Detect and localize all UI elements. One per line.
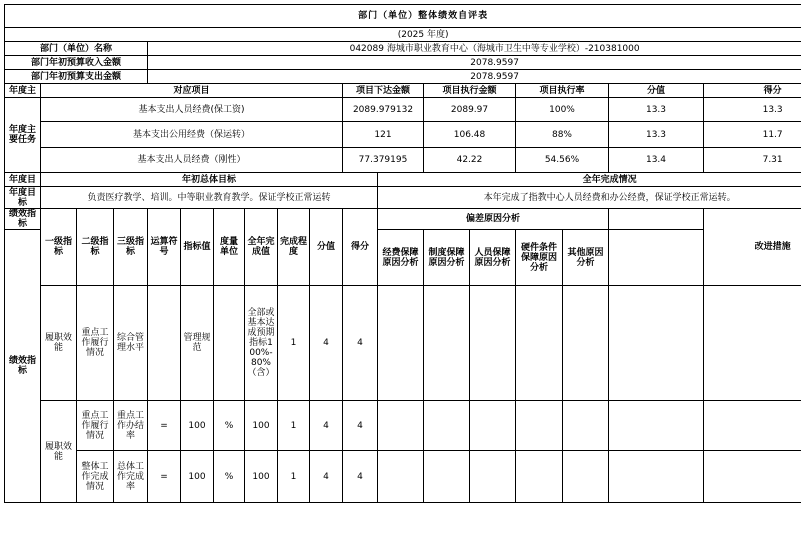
perf-row-degree: 1 [278,401,310,451]
perf-header-score: 得分 [343,209,378,286]
perf-row-weight: 4 [310,451,343,503]
perf-row-dev-hardware [516,401,563,451]
task-row-executed: 42.22 [424,148,516,173]
perf-row-value: 100 [181,451,214,503]
perf-row-actual: 100 [245,401,278,451]
goals-side-label-top: 年度目 [5,173,41,187]
perf-row-dev-staff [470,286,516,401]
task-row-weight: 13.3 [609,98,704,122]
perf-row-weight: 4 [310,401,343,451]
perf-row-level1: 履职效能 [41,286,77,401]
deviation-col-hardware: 硬件条件保障原因分析 [516,230,563,286]
perf-row-unit [214,286,245,401]
perf-row-improve [704,401,802,451]
perf-header-level1: 一级指标 [41,209,77,286]
tasks-header-project: 对应项目 [41,84,343,98]
perf-row-unit: % [214,401,245,451]
fiscal-year: (2025 年度) [5,28,802,42]
perf-header-level3: 三级指标 [114,209,148,286]
perf-row-dev-funding [378,451,424,503]
task-row-executed: 106.48 [424,122,516,148]
perf-row-value: 100 [181,401,214,451]
perf-row-level1: 履职效能 [41,401,77,503]
tasks-header-weight: 分值 [609,84,704,98]
perf-row-weight: 4 [310,286,343,401]
perf-row-dev-system [424,286,470,401]
task-row-executed: 2089.97 [424,98,516,122]
task-row-weight: 13.4 [609,148,704,173]
dept-name-value: 042089 海城市职业教育中心（海城市卫生中等专业学校）-210381000 [148,42,802,56]
evaluation-sheet [4,4,801,529]
task-row-rate: 100% [516,98,609,122]
expense-label: 部门年初预算支出金额 [5,70,148,84]
perf-row-dev-funding [378,401,424,451]
perf-row-dev-staff [470,451,516,503]
perf-row-dev-hardware [516,286,563,401]
perf-row-score: 4 [343,451,378,503]
perf-row-unit: % [214,451,245,503]
perf-header-level2: 二级指标 [77,209,114,286]
goals-initial-text: 负责医疗教学、培训。中等职业教育教学。保证学校正常运转 [41,187,378,209]
tasks-header-issued: 项目下达金额 [343,84,424,98]
perf-row-dev-other [563,401,609,451]
tasks-side-label-top: 年度主 [5,84,41,98]
goals-side-label: 年度目标 [5,187,41,209]
income-value: 2078.9597 [148,56,802,70]
perf-row-operator: = [148,451,181,503]
deviation-col-system: 制度保障原因分析 [424,230,470,286]
tasks-header-executed: 项目执行金额 [424,84,516,98]
perf-row-level2: 重点工作履行情况 [77,401,114,451]
tasks-header-rate: 项目执行率 [516,84,609,98]
task-row-issued: 77.379195 [343,148,424,173]
deviation-col-other: 其他原因分析 [563,230,609,286]
improve-header: 改进措施 [704,209,802,286]
task-row-rate: 88% [516,122,609,148]
perf-row-dev-other [563,451,609,503]
perf-header-unit: 度量单位 [214,209,245,286]
page-title: 部门（单位）整体绩效自评表 [5,5,802,28]
income-label: 部门年初预算收入金额 [5,56,148,70]
perf-row-dev-hardware [516,451,563,503]
perf-row-dev-other [563,286,609,401]
perf-side-label-top: 绩效指标 [5,209,41,230]
perf-row-degree: 1 [278,286,310,401]
goals-completion-header: 全年完成情况 [378,173,802,187]
perf-header-value: 指标值 [181,209,214,286]
expense-value: 2078.9597 [148,70,802,84]
perf-row-level2: 整体工作完成情况 [77,451,114,503]
perf-row-degree: 1 [278,451,310,503]
perf-row-score: 4 [343,286,378,401]
dept-name-label: 部门（单位）名称 [5,42,148,56]
goals-completion-text: 本年完成了指教中心人员经费和办公经费，保证学校正常运转。 [378,187,802,209]
perf-row-score: 4 [343,401,378,451]
perf-row-dev-funding [378,286,424,401]
deviation-col-funding: 经费保障原因分析 [378,230,424,286]
perf-row-improve [704,286,802,401]
perf-row-operator: = [148,401,181,451]
perf-row-improve [704,451,802,503]
perf-header-weight: 分值 [310,209,343,286]
perf-side-label: 绩效指标 [5,230,41,503]
tasks-side-label: 年度主要任务 [5,98,41,173]
perf-row-dev-system [424,451,470,503]
perf-header-operator: 运算符号 [148,209,181,286]
perf-row-actual: 100 [245,451,278,503]
task-row-issued: 121 [343,122,424,148]
perf-row-dev-system [424,401,470,451]
perf-row-level3: 总体工作完成率 [114,451,148,503]
task-row-issued: 2089.979132 [343,98,424,122]
goals-initial-header: 年初总体目标 [41,173,378,187]
perf-header-degree: 完成程度 [278,209,310,286]
perf-row-level2: 重点工作履行情况 [77,286,114,401]
perf-row-level3: 重点工作办结率 [114,401,148,451]
task-row-score: 7.31 [704,148,802,173]
perf-row-operator [148,286,181,401]
deviation-col-staff: 人员保障原因分析 [470,230,516,286]
perf-row-level3: 综合管理水平 [114,286,148,401]
perf-row-dev-staff [470,401,516,451]
task-row-rate: 54.56% [516,148,609,173]
perf-row-actual: 全部或基本达成预期指标100%-80%（含） [245,286,278,401]
task-row-score: 13.3 [704,98,802,122]
evaluation-table [4,4,801,503]
deviation-header: 偏差原因分析 [378,209,609,230]
perf-row-value: 管理规范 [181,286,214,401]
tasks-header-score: 得分 [704,84,802,98]
task-row-name: 基本支出公用经费（保运转） [41,122,343,148]
task-row-score: 11.7 [704,122,802,148]
perf-header-actual: 全年完成值 [245,209,278,286]
task-row-weight: 13.3 [609,122,704,148]
task-row-name: 基本支出人员经费（刚性） [41,148,343,173]
task-row-name: 基本支出人员经费(保工资) [41,98,343,122]
